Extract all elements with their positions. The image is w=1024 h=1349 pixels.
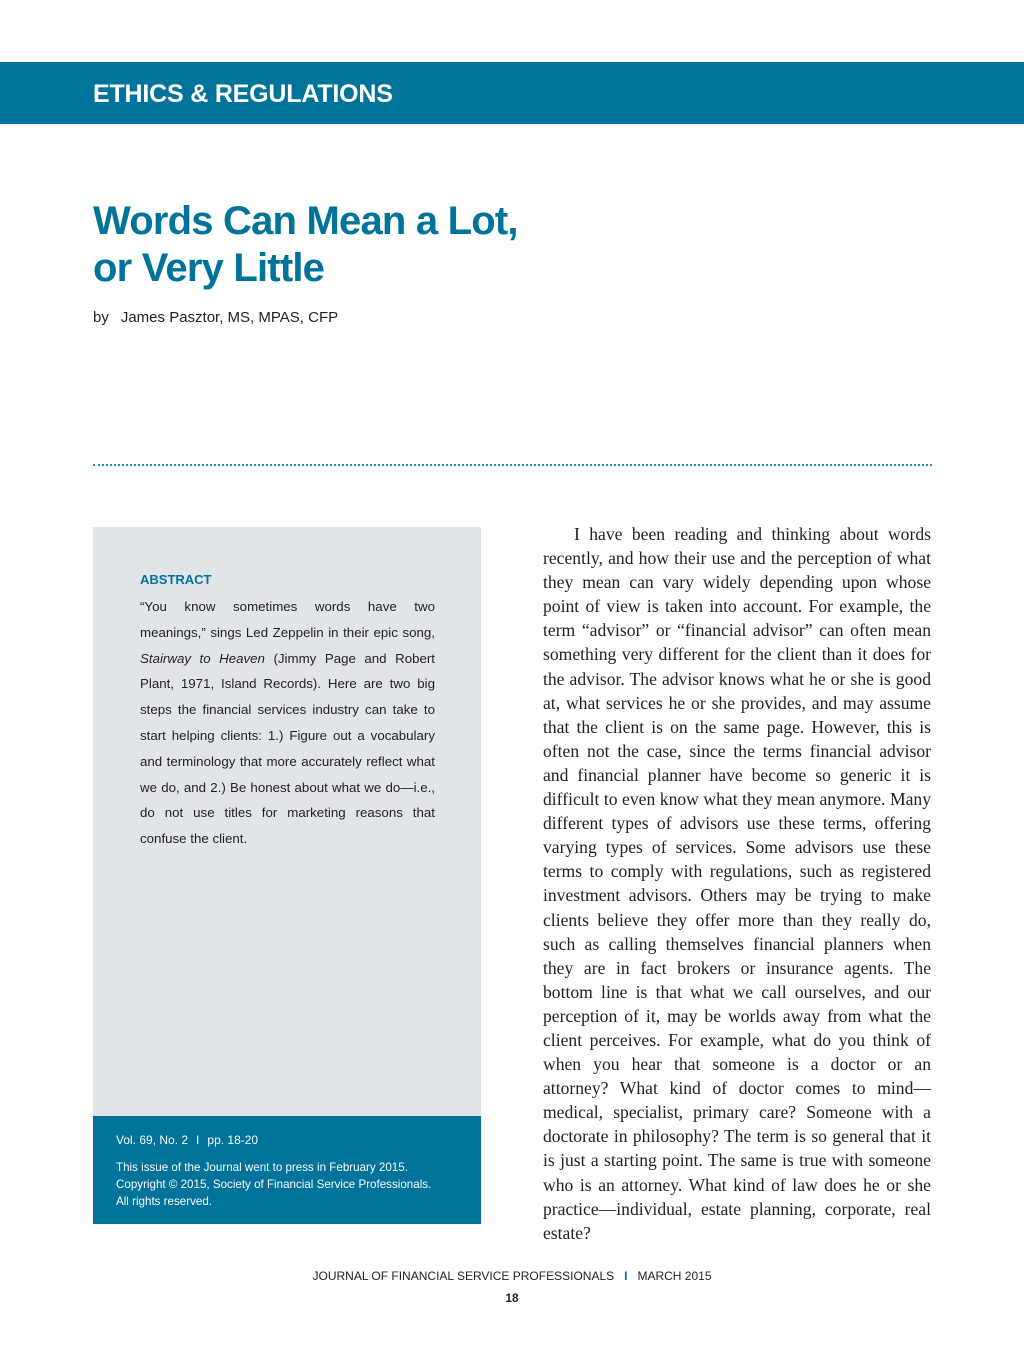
- press-note: [116, 1159, 476, 1211]
- page-footer: [0, 1269, 1024, 1283]
- abstract-text: [140, 594, 435, 852]
- press-note-line-3: All rights reserved.: [116, 1195, 213, 1209]
- dotted-divider: [93, 464, 932, 466]
- abstract-sidebar: [93, 527, 481, 1116]
- issue-separator: I: [196, 1133, 200, 1147]
- issue-info-box: [93, 1116, 481, 1224]
- abstract-heading: ABSTRACT: [140, 572, 212, 587]
- journal-name: JOURNAL OF FINANCIAL SERVICE PROFESSIONALS: [312, 1269, 615, 1283]
- article-title: [93, 198, 693, 292]
- press-note-line-1: This issue of the Journal went to press in February 2015.: [116, 1161, 408, 1174]
- issue-volume: Vol. 69, No. 2: [116, 1133, 189, 1147]
- abstract-text-part-2: (Jimmy Page and Robert Plant, 1971, Island Records). Here are two big steps the financial services industry can take to start helping clients: 1.) Figure out a vocabulary and terminology that more accurately reflect what we do, and 2.) Be honest about what we do—i.e., do not use titles for marketing reasons that confuse the client.: [140, 650, 436, 847]
- issue-date: MARCH 2015: [637, 1269, 712, 1283]
- abstract-text-part-1: “You know sometimes words have two meanings,” sings Led Zeppelin in their epic song,: [140, 599, 435, 640]
- byline: [93, 309, 338, 326]
- author-name: James Pasztor, MS, MPAS, CFP: [120, 309, 339, 326]
- song-title: Stairway to Heaven: [140, 650, 265, 666]
- press-note-line-2: Copyright © 2015, Society of Financial Service Professionals.: [116, 1178, 432, 1192]
- issue-volume-line: [116, 1133, 258, 1147]
- issue-pages: pp. 18-20: [207, 1133, 259, 1147]
- article-title-line-1: Words Can Mean a Lot,: [93, 199, 518, 243]
- section-title: ETHICS & REGULATIONS: [93, 80, 393, 108]
- byline-prefix: by: [93, 309, 109, 326]
- page-number: 18: [505, 1291, 519, 1305]
- article-title-line-2: or Very Little: [93, 246, 325, 290]
- article-body-text: I have been reading and thinking about words recently, and how their use and the perception of what they mean can vary widely depending upon whose point of view is taken into account. For example, the term “advisor” or “financial advisor” can often mean something very different for the client than it does for the advisor. The advisor knows what he or she is good at, what services he or she provides, and may assume that the client is on the same page. However, this is often not the case, since the terms financial advisor and financial planner have become so generic it is difficult to even know what they mean anymore. Many different types of advisors use these terms, offering varying types of services. Some advisors use these terms to comply with regulations, such as registered investment advisors. Others may be trying to make clients believe they offer more than they really do, such as calling themselves financial planners when they are in fact brokers or insurance agents. The bottom line is that what we call ourselves, and our perception of it, may be worlds away from what the client perceives. For example, what do you think of when you hear that someone is a doctor or an attorney? What kind of doctor comes to mind—medical, specialist, primary care? Someone with a doctorate in philosophy? The term is so general that it is just a starting point. The same is true with someone who is an attorney. What kind of law does he or she practice—individual, estate planning, corporate, real estate?: [543, 524, 931, 1243]
- section-banner: [0, 62, 1024, 124]
- footer-separator: I: [624, 1269, 628, 1283]
